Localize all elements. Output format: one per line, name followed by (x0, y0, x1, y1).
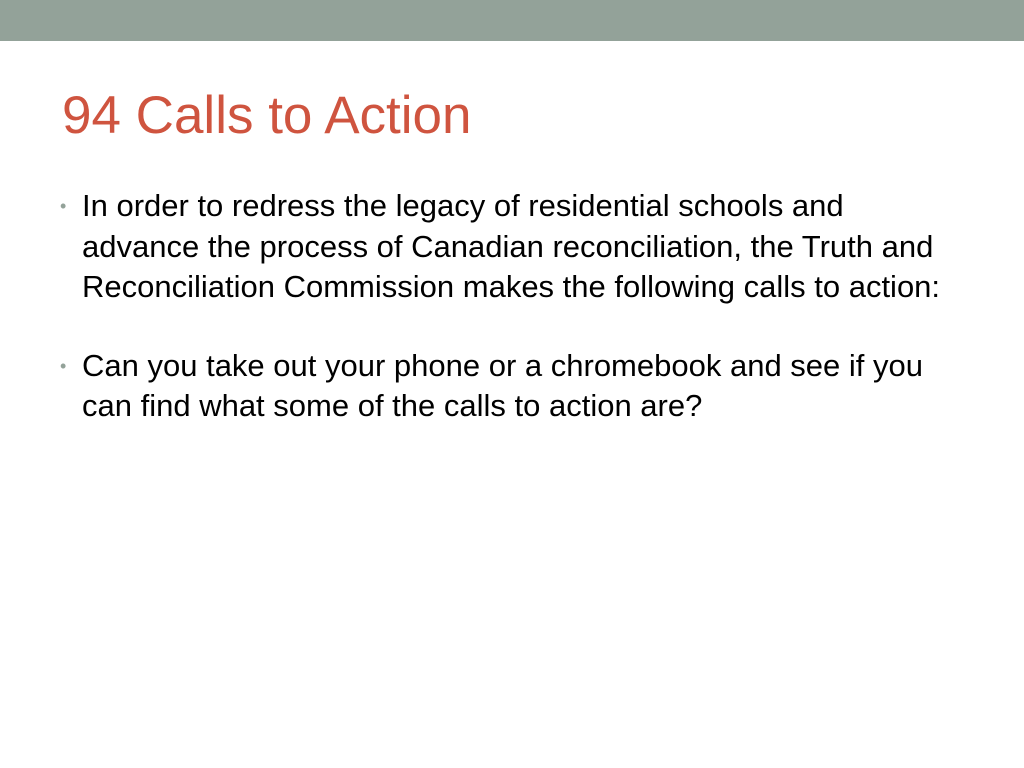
bullet-marker: • (60, 355, 67, 376)
bullet-item (60, 186, 960, 308)
slide-title: 94 Calls to Action (62, 86, 472, 145)
bullet-marker: • (60, 196, 67, 216)
bullet-item (60, 346, 960, 427)
top-accent-band (0, 0, 1024, 41)
bullet-text: Can you take out your phone or a chromebook and see if you can find what some of the calls to action are? (82, 347, 923, 423)
bullet-text: In order to redress the legacy of residential schools and advance the process of Canadian reconciliation, the Truth and Reconciliation Commission makes the following calls to action: (82, 188, 941, 304)
bullet-list (60, 186, 960, 465)
